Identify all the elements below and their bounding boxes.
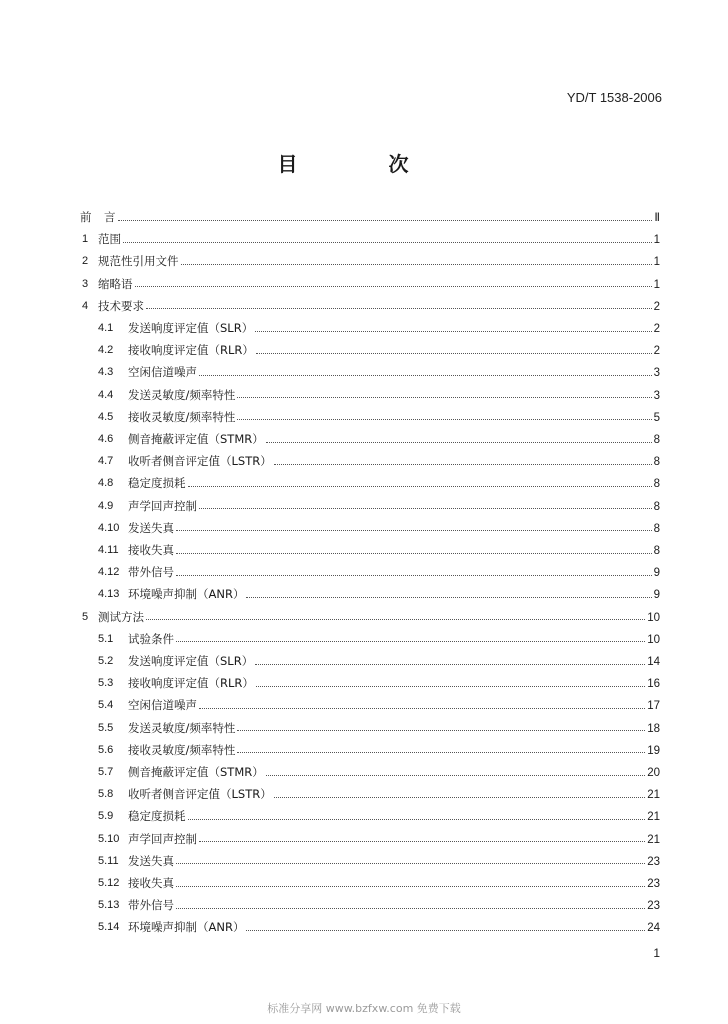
dot-leader <box>199 507 652 509</box>
toc-entry-number: 4.13 <box>98 588 120 601</box>
toc-entry-title: 接收失真 <box>128 876 174 890</box>
toc-entry[interactable] <box>0 851 728 871</box>
toc-entry[interactable] <box>0 695 728 715</box>
toc-entry-page: 23 <box>647 900 660 913</box>
toc-entry-page: 14 <box>647 656 660 668</box>
toc-entry-number: 5.9 <box>98 810 114 823</box>
dot-leader <box>176 885 645 887</box>
dot-leader <box>274 796 645 798</box>
dot-leader <box>256 352 652 354</box>
toc-entry-title: 范围 <box>98 232 121 247</box>
toc-entry-page: 5 <box>653 411 660 424</box>
toc-entry-title: 发送响度评定值（SLR） <box>128 654 254 668</box>
toc-entry-title: 稳定度损耗 <box>128 809 186 824</box>
toc-entry-number: 4.12 <box>98 566 120 579</box>
toc-entry[interactable] <box>0 518 728 538</box>
toc-entry-number: 5.13 <box>98 899 120 912</box>
toc-entry-number: 2 <box>82 255 89 268</box>
toc-entry[interactable] <box>0 829 728 849</box>
toc-entry-title: 侧音掩蔽评定值（STMR） <box>128 765 264 779</box>
toc-entry[interactable] <box>0 917 728 937</box>
toc-entry-title: 空闲信道噪声 <box>128 698 197 713</box>
toc-entry-number: 4.2 <box>98 344 114 357</box>
toc-entry[interactable] <box>0 584 728 604</box>
toc-entry-number: 4.1 <box>98 322 114 334</box>
toc-entry-page: Ⅱ <box>654 212 660 224</box>
toc-entry-number: 5.10 <box>98 832 120 845</box>
toc-entry[interactable] <box>0 207 728 227</box>
toc-entry-title: 试验条件 <box>128 631 174 646</box>
toc-entry-number: 4.5 <box>98 410 114 423</box>
dot-leader <box>199 707 645 709</box>
toc-entry-number: 3 <box>82 277 89 290</box>
toc-entry-page: 1 <box>653 234 660 247</box>
toc-entry[interactable] <box>0 762 728 782</box>
toc-entry-page: 16 <box>647 678 660 691</box>
toc-entry-page: 10 <box>647 633 660 646</box>
toc-entry[interactable] <box>0 451 728 471</box>
toc-entry-number: 5.8 <box>98 788 114 801</box>
dot-leader <box>246 929 645 931</box>
toc-entry-number: 4 <box>82 299 89 312</box>
dot-leader <box>176 574 652 576</box>
dot-leader <box>135 285 652 287</box>
dot-leader <box>255 330 651 332</box>
toc-entry[interactable] <box>0 407 728 427</box>
toc-entry-title: 带外信号 <box>128 898 174 913</box>
toc-entry-page: 20 <box>647 767 660 779</box>
toc-entry-number: 4.9 <box>98 499 114 512</box>
dot-leader <box>266 774 645 776</box>
toc-entry-title: 缩略语 <box>98 276 133 291</box>
toc-entry-title: 环境噪声抑制（ANR） <box>128 920 245 935</box>
dot-leader <box>146 618 645 620</box>
page-number: 1 <box>653 946 660 960</box>
toc-entry[interactable] <box>0 251 728 271</box>
toc-entry-title: 技术要求 <box>98 298 144 313</box>
toc-entry-title: 声学回声控制 <box>128 498 197 513</box>
dot-leader <box>266 441 652 443</box>
dot-leader <box>181 263 652 265</box>
toc-entry[interactable] <box>0 296 728 316</box>
toc-entry[interactable] <box>0 362 728 382</box>
toc-entry[interactable] <box>0 651 728 671</box>
toc-entry-page: 24 <box>647 922 660 935</box>
toc-entry-title: 环境噪声抑制（ANR） <box>128 587 245 602</box>
toc-entry-number: 5.1 <box>98 632 114 645</box>
document-code: YD/T 1538-2006 <box>566 90 662 105</box>
dot-leader <box>246 596 651 598</box>
dot-leader <box>274 463 652 465</box>
toc-entry-page: 8 <box>653 500 660 513</box>
dot-leader <box>199 840 645 842</box>
toc-entry-page: 8 <box>653 478 660 491</box>
toc-entry-page: 8 <box>653 456 660 469</box>
toc-entry[interactable] <box>0 607 728 627</box>
dot-leader <box>176 907 645 909</box>
toc-entry[interactable] <box>0 496 728 516</box>
toc-entry[interactable] <box>0 740 728 760</box>
toc-entry-number: 4.6 <box>98 433 114 445</box>
dot-leader <box>237 729 645 731</box>
toc-entry[interactable] <box>0 718 728 738</box>
toc-entry-title: 接收响度评定值（RLR） <box>128 343 254 358</box>
toc-entry-number: 前 <box>80 210 92 224</box>
toc-entry-number: 5.11 <box>98 854 119 867</box>
dot-leader <box>176 552 652 554</box>
toc-entry-page: 3 <box>653 389 660 402</box>
toc-entry-title: 收听者侧音评定值（LSTR） <box>128 454 272 469</box>
toc-entry-title: 发送失真 <box>128 520 174 535</box>
toc-entry-page: 2 <box>653 323 660 335</box>
dot-leader <box>199 374 652 376</box>
dot-leader <box>188 485 652 487</box>
toc-entry[interactable] <box>0 873 728 893</box>
toc-entry-number: 5.5 <box>98 721 114 734</box>
toc-entry-title: 侧音掩蔽评定值（STMR） <box>128 432 264 446</box>
toc-entry-page: 10 <box>647 611 660 624</box>
toc-entry-title: 带外信号 <box>128 565 174 580</box>
dot-leader <box>188 818 646 820</box>
toc-entry-page: 23 <box>647 878 660 890</box>
dot-leader <box>176 529 652 531</box>
toc-entry-page: 1 <box>653 278 660 291</box>
toc-entry-title: 测试方法 <box>98 609 144 624</box>
toc-entry-number: 5.7 <box>98 766 114 778</box>
toc-entry-title: 接收灵敏度/频率特性 <box>128 409 236 424</box>
dot-leader <box>255 663 645 665</box>
toc-entry-page: 2 <box>653 300 660 313</box>
toc-entry[interactable] <box>0 673 728 693</box>
dot-leader <box>237 418 651 420</box>
toc-entry-page: 9 <box>653 567 660 580</box>
toc-entry-number: 4.10 <box>98 521 120 534</box>
toc-entry-page: 21 <box>647 789 660 802</box>
toc-entry-number: 5.14 <box>98 921 120 934</box>
toc-entry-title: 声学回声控制 <box>128 831 197 846</box>
toc-entry-page: 3 <box>653 367 660 380</box>
toc-entry-title: 发送响度评定值（SLR） <box>128 321 254 335</box>
toc-entry[interactable] <box>0 318 728 338</box>
dot-leader <box>176 640 645 642</box>
toc-entry[interactable] <box>0 629 728 649</box>
toc-entry-number: 4.7 <box>98 455 114 468</box>
toc-entry-page: 8 <box>653 522 660 535</box>
toc-entry-page: 8 <box>653 545 660 557</box>
toc-entry[interactable] <box>0 274 728 294</box>
toc-entry-title: 规范性引用文件 <box>98 254 179 269</box>
dot-leader <box>146 307 652 309</box>
toc-entry-title: 发送失真 <box>128 853 174 868</box>
toc-entry-number: 5 <box>82 610 89 623</box>
dot-leader <box>237 396 651 398</box>
toc-entry-title: 言 <box>104 210 116 224</box>
toc-entry-title: 空闲信道噪声 <box>128 365 197 380</box>
toc-entry-number: 4.4 <box>98 388 114 401</box>
toc-entry[interactable] <box>0 562 728 582</box>
toc-entry-page: 1 <box>653 256 660 269</box>
toc-entry-number: 5.4 <box>98 699 114 712</box>
watermark-text: 标准分享网 www.bzfxw.com 免费下载 <box>267 1002 461 1015</box>
toc-entry-number: 5.6 <box>98 743 114 756</box>
toc-entry-title: 收听者侧音评定值（LSTR） <box>128 787 272 802</box>
toc-entry[interactable] <box>0 806 728 826</box>
toc-entry-title: 接收灵敏度/频率特性 <box>128 742 236 757</box>
toc-entry[interactable] <box>0 229 728 249</box>
toc-entry[interactable] <box>0 895 728 915</box>
toc-entry-number: 4.8 <box>98 477 114 490</box>
toc-entry-title: 稳定度损耗 <box>128 476 186 491</box>
toc-entry[interactable] <box>0 540 728 560</box>
toc-entry-page: 2 <box>653 345 660 358</box>
toc-entry-title: 接收失真 <box>128 543 174 557</box>
toc-entry-title: 发送灵敏度/频率特性 <box>128 387 236 402</box>
dot-leader <box>118 219 653 221</box>
dot-leader <box>176 862 645 864</box>
toc-entry[interactable] <box>0 473 728 493</box>
toc-entry-page: 21 <box>647 833 660 846</box>
toc-entry-page: 18 <box>647 722 660 735</box>
toc-entry-page: 8 <box>653 434 660 446</box>
toc-entry-number: 4.3 <box>98 366 114 379</box>
dot-leader <box>256 685 645 687</box>
page-title: 目 次 <box>277 152 451 176</box>
toc-entry-number: 5.3 <box>98 677 114 690</box>
toc-entry-page: 19 <box>647 744 660 757</box>
toc-entry-page: 9 <box>653 589 660 602</box>
toc-entry-title: 接收响度评定值（RLR） <box>128 676 254 691</box>
toc-entry-number: 5.12 <box>98 877 120 889</box>
toc-entry-number: 4.11 <box>98 544 119 556</box>
toc-entry-page: 23 <box>647 855 660 868</box>
toc-entry-number: 5.2 <box>98 655 114 667</box>
toc-entry[interactable] <box>0 784 728 804</box>
dot-leader <box>237 751 645 753</box>
dot-leader <box>123 241 652 243</box>
toc-entry[interactable] <box>0 429 728 449</box>
toc-entry-page: 21 <box>647 811 660 824</box>
toc-entry[interactable] <box>0 340 728 360</box>
toc-entry-page: 17 <box>647 700 660 713</box>
toc-entry-title: 发送灵敏度/频率特性 <box>128 720 236 735</box>
toc-entry-number: 1 <box>82 233 89 246</box>
toc-entry[interactable] <box>0 385 728 405</box>
